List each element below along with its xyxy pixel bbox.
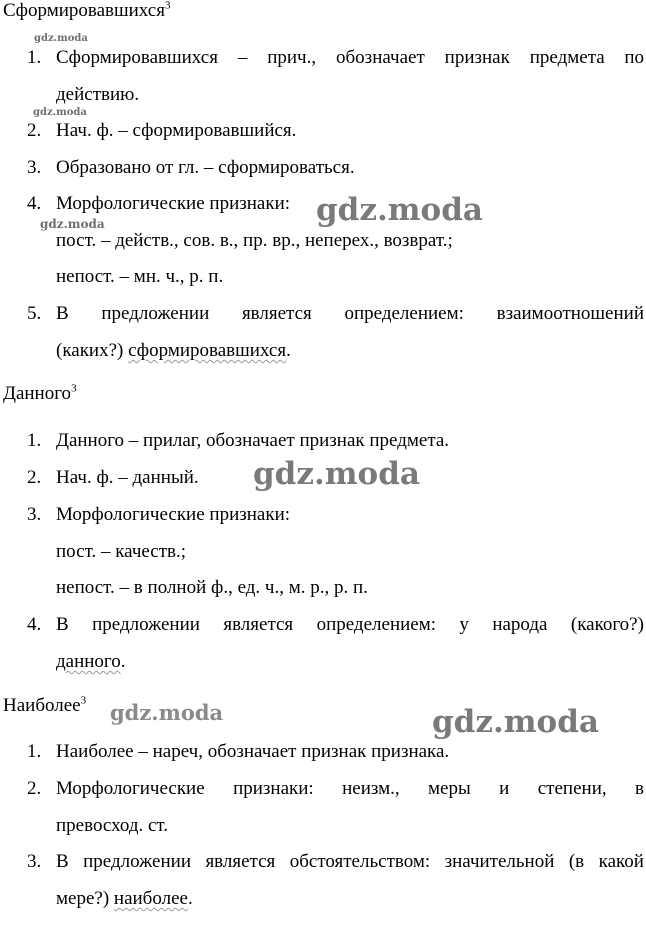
watermark-logo: gdz.moda (110, 700, 224, 725)
underlined-word: данного (56, 651, 121, 672)
watermark-logo: gdz.moda (316, 192, 483, 228)
list-item-text: Наиболее – нареч, обозначает признак признака. (56, 741, 450, 762)
list-number: 1. (27, 430, 42, 451)
underlined-word: наиболее (113, 888, 188, 909)
list-number: 4. (27, 193, 42, 214)
list-item-text: превосход. ст. (56, 815, 169, 836)
list-number: 3. (27, 504, 42, 525)
list-number: 2. (27, 120, 42, 141)
list-number: 3. (27, 851, 42, 872)
list-item-text: данного. (56, 651, 126, 672)
list-item-text: непост. – мн. ч., р. п. (56, 266, 224, 287)
section-heading-1: Сформировавшихся$^3$ (3, 0, 171, 21)
list-item-text: В предложении является обстоятельством: значительной (в какой (56, 851, 644, 872)
list-item-text: Образовано от гл. – сформироваться. (56, 157, 355, 178)
underlined-word: сформировавшихся (128, 340, 287, 361)
list-number: 1. (27, 47, 42, 68)
list-item-text: Морфологические признаки: (56, 193, 291, 214)
watermark-logo: gdz.moda (33, 107, 87, 118)
list-number: 4. (27, 614, 42, 635)
section-heading-3: Наиболее$^3$ (3, 694, 87, 716)
list-item-text: мере?) наиболее. (56, 888, 193, 909)
list-number: 3. (27, 157, 42, 178)
list-number: 1. (27, 741, 42, 762)
watermark-logo: gdz.moda (253, 456, 420, 492)
list-item-text: Нач. ф. – сформировавшийся. (56, 120, 297, 141)
list-item-text: пост. – качеств.; (56, 541, 187, 562)
list-number: 2. (27, 467, 42, 488)
list-item-text: непост. – в полной ф., ед. ч., м. р., р. п. (56, 577, 368, 598)
list-item-text: Морфологические признаки: неизм., меры и степени, в (56, 778, 644, 799)
list-item-text: Морфологические признаки: (56, 504, 291, 525)
watermark-logo: gdz.moda (432, 704, 599, 740)
list-number: 5. (27, 303, 42, 324)
list-item-text: пост. – действ., сов. в., пр. вр., неперех., возврат.; (56, 230, 453, 251)
list-item-text: (каких?) сформировавшихся. (56, 340, 291, 361)
watermark-logo: gdz.moda (40, 217, 105, 231)
list-item-text: В предложении является определением: у народа (какого?) (56, 614, 644, 635)
list-number: 2. (27, 778, 42, 799)
watermark-logo: gdz.moda (34, 33, 88, 44)
list-item-text: В предложении является определением: взаимоотношений (56, 303, 644, 324)
section-heading-2: Данного$^3$ (3, 382, 77, 404)
list-item-text: Нач. ф. – данный. (56, 467, 199, 488)
list-item-text: Сформировавшихся – прич., обозначает признак предмета по (56, 47, 644, 68)
list-item-text: действию. (56, 84, 140, 105)
list-item-text: Данного – прилаг, обозначает признак предмета. (56, 430, 450, 451)
